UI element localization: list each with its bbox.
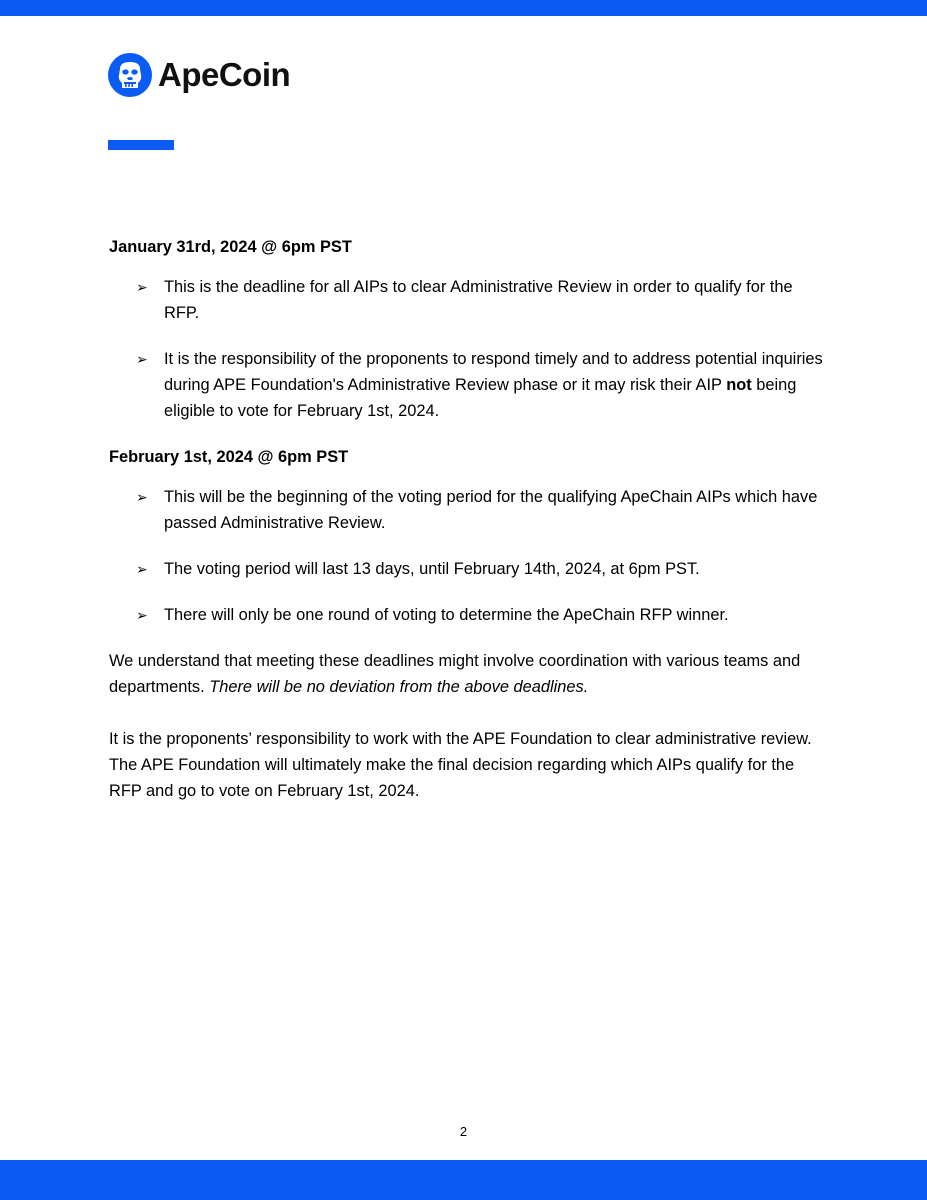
accent-rule — [108, 140, 174, 150]
coordination-paragraph: We understand that meeting these deadlines might involve coordination with various teams and departments. There will be no deviation from the above deadlines. — [109, 652, 801, 696]
document-body — [109, 234, 829, 804]
responsibility-paragraph: It is the proponents’ responsibility to work with the APE Foundation to clear administrative review. The APE Foundation will ultimately make the final decision regarding which AIPs qualify for the RFP and go to vote on February 1st, 2024. — [109, 730, 812, 800]
arrow-bullet-icon: ➢ — [136, 489, 148, 505]
list-item: ➢ The voting period will last 13 days, until February 14th, 2024, at 6pm PST. — [109, 556, 829, 582]
logo-wordmark: ApeCoin — [158, 56, 291, 93]
list-item: ➢ This will be the beginning of the voting period for the qualifying ApeChain AIPs which have passed Administrative Review. — [109, 484, 829, 536]
list-item: ➢ It is the responsibility of the proponents to respond timely and to address potential inquiries during APE Foundation's Administrative Review phase or it may risk their AIP not being eligible to vote for February 1st, 2024. — [109, 346, 829, 424]
bullet-list-feb-1 — [109, 484, 829, 628]
no-deviation-note: There will be no deviation from the above deadlines. — [209, 678, 589, 696]
arrow-bullet-icon: ➢ — [136, 279, 148, 295]
apecoin-logo — [108, 52, 290, 98]
arrow-bullet-icon: ➢ — [136, 561, 148, 577]
top-accent-bar — [0, 0, 927, 16]
section-heading-feb-1: February 1st, 2024 @ 6pm PST — [109, 448, 349, 466]
page-number: 2 — [459, 1124, 468, 1139]
ape-skull-logo-icon — [108, 53, 152, 97]
emphasis-not: not — [726, 376, 752, 394]
arrow-bullet-icon: ➢ — [136, 607, 148, 623]
section-heading-jan-31: January 31rd, 2024 @ 6pm PST — [109, 238, 352, 256]
arrow-bullet-icon: ➢ — [136, 351, 148, 367]
list-item: ➢ This is the deadline for all AIPs to clear Administrative Review in order to qualify for the RFP. — [109, 274, 829, 326]
bullet-list-jan-31 — [109, 274, 829, 424]
bottom-accent-bar — [0, 1160, 927, 1200]
list-item: ➢ There will only be one round of voting to determine the ApeChain RFP winner. — [109, 602, 829, 628]
